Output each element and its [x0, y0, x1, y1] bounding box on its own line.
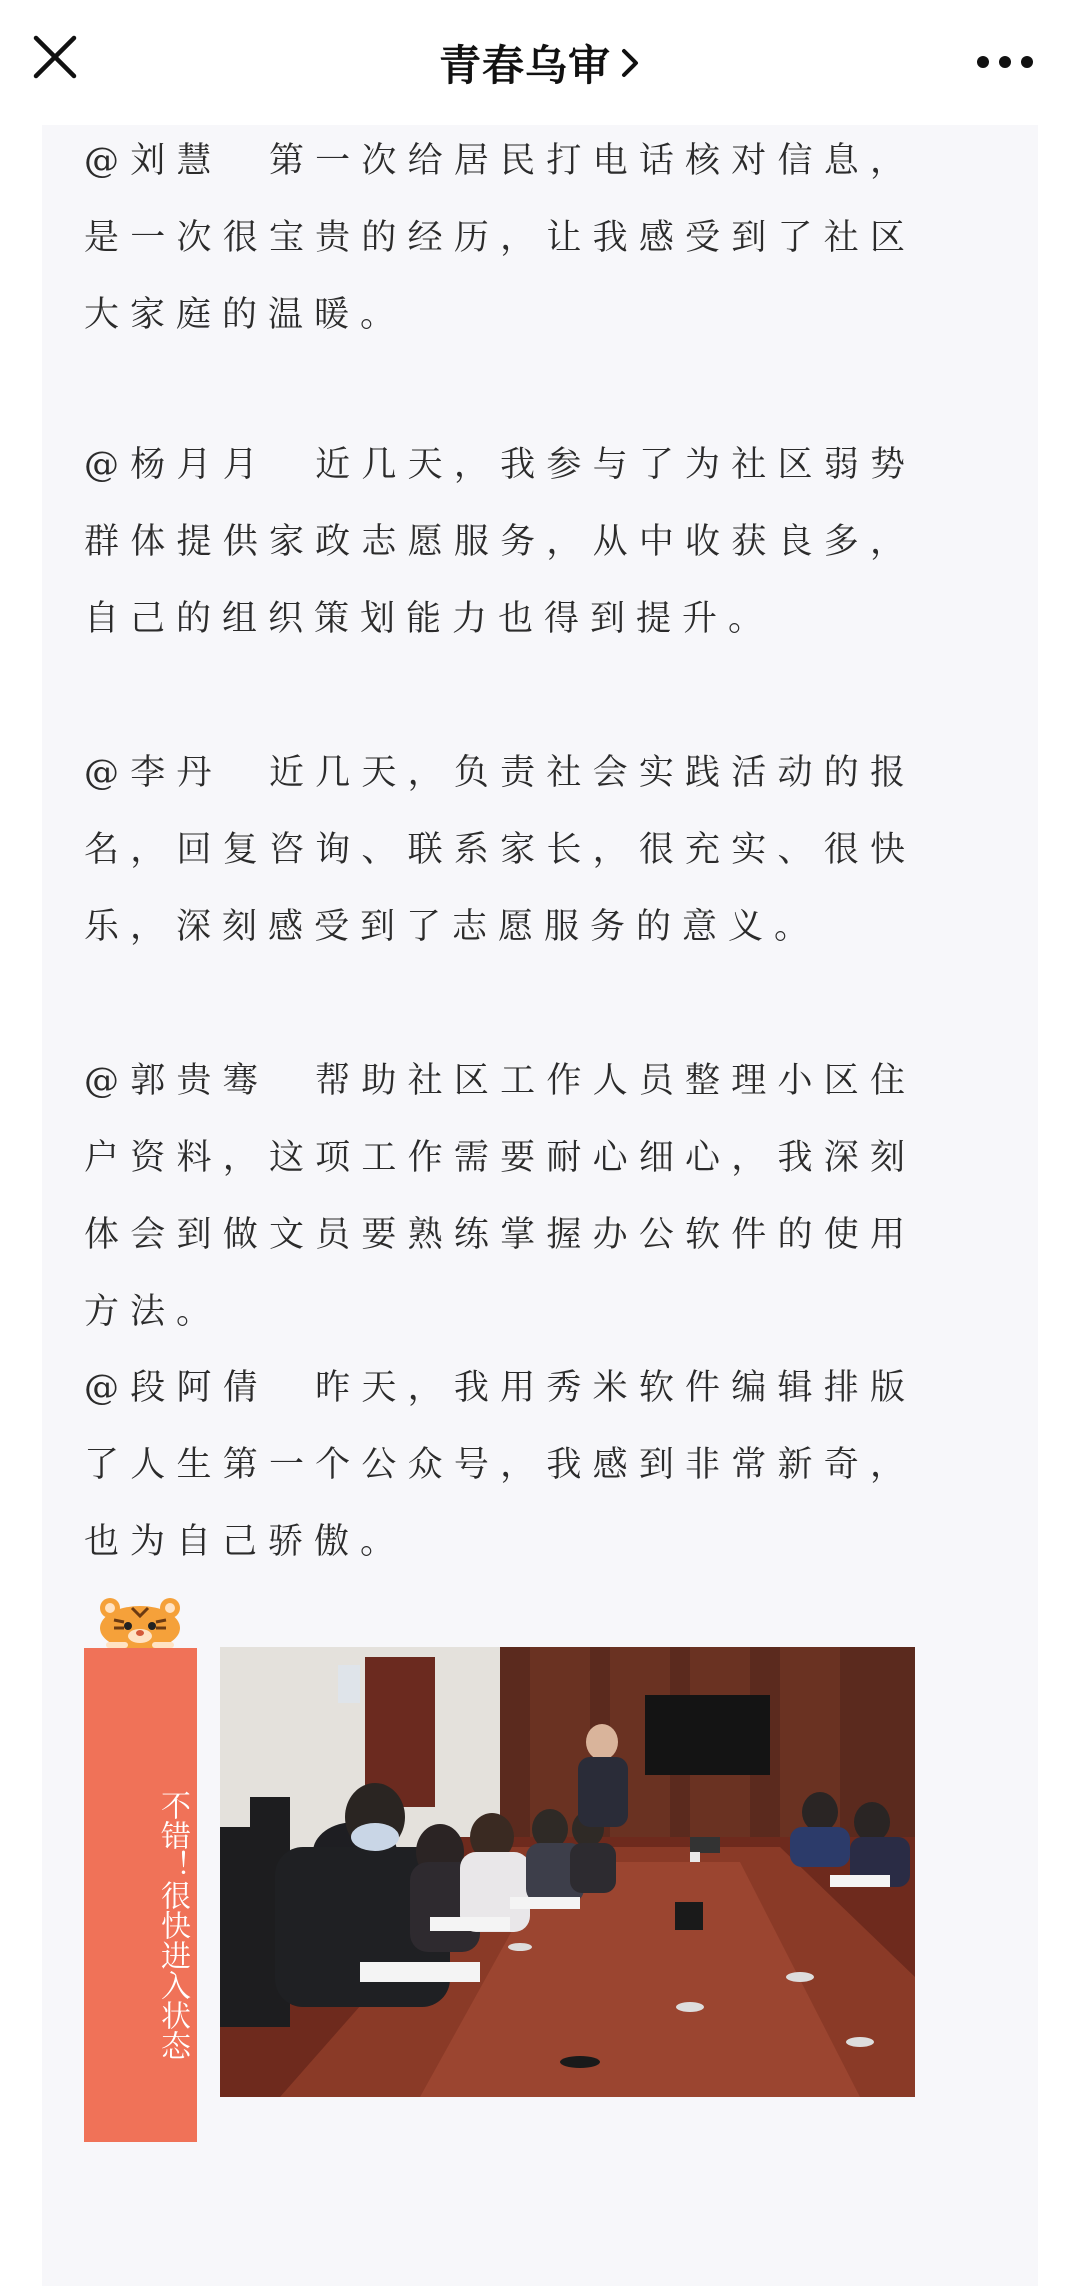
close-icon [28, 30, 82, 84]
paragraph-guo-guiqian: @郭贵骞 帮助社区工作人员整理小区住户资料，这项工作需要耐心细心，我深刻体会到做文员要熟练掌握办公软件的使用方法。 [84, 1061, 916, 1332]
paragraph-li-dan: @李丹 近几天，负责社会实践活动的报名，回复咨询、联系家长，很充实、很快乐，深刻感受到了志愿服务的意义。 [84, 753, 916, 947]
top-navigation-bar [0, 0, 1080, 125]
more-options-button[interactable] [970, 40, 1040, 84]
chevron-right-icon [619, 46, 641, 80]
paragraph-yang-yueyue: @杨月月 近几天，我参与了为社区弱势群体提供家政志愿服务，从中收获良多，自己的组织策划能力也得到提升。 [84, 445, 916, 639]
paragraph-liu-hui: @刘慧 第一次给居民打电话核对信息，是一次很宝贵的经历，让我感受到了社区大家庭的温暖。 [84, 141, 916, 335]
tiger-icon [92, 1590, 188, 1648]
close-button[interactable] [28, 30, 82, 84]
meeting-room-photo[interactable] [220, 1647, 915, 2097]
account-title-button[interactable] [439, 33, 641, 93]
banner-text: 不错！很快进入状态 [155, 1790, 190, 2060]
account-title: 青春乌审 [438, 40, 611, 90]
comment-banner [84, 1648, 197, 2142]
more-dots-icon [970, 40, 1040, 84]
paragraph-duan-aqian: @段阿倩 昨天，我用秀米软件编辑排版了人生第一个公众号，我感到非常新奇，也为自己骄傲。 [84, 1368, 916, 1562]
